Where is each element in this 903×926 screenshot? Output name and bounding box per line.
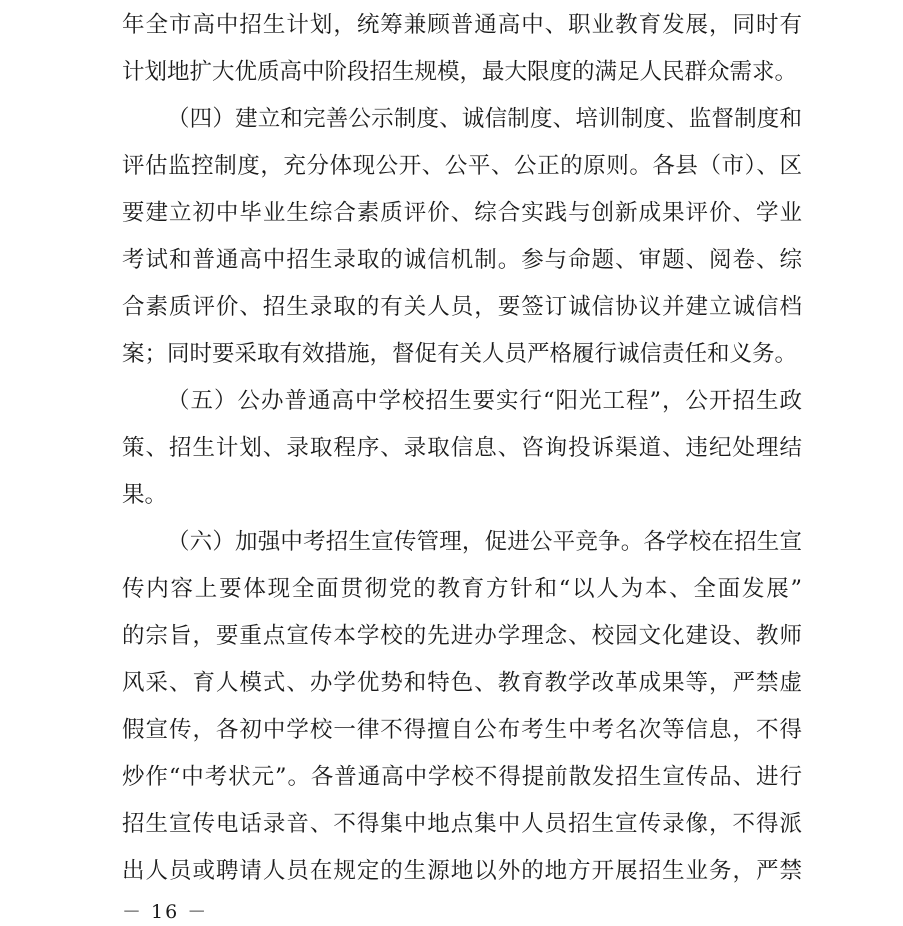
text-line: 传内容上要体现全面贯彻党的教育方针和“以人为本、全面发展” — [122, 576, 802, 602]
text-line: 案；同时要采取有效措施，督促有关人员严格履行诚信责任和义务。 — [122, 341, 798, 367]
text-line: 年全市高中招生计划，统筹兼顾普通高中、职业教育发展，同时有 — [122, 12, 802, 38]
text-line: （四）建立和完善公示制度、诚信制度、培训制度、监督制度和 — [167, 106, 802, 132]
body-text — [122, 2, 802, 895]
text-line: 果。 — [122, 482, 168, 508]
text-line: （六）加强中考招生宣传管理，促进公平竞争。各学校在招生宣 — [167, 529, 802, 555]
text-line: 策、招生计划、录取程序、录取信息、咨询投诉渠道、违纪处理结 — [122, 435, 802, 461]
text-line: 风采、育人模式、办学优势和特色、教育教学改革成果等，严禁虚 — [122, 670, 802, 696]
text-line: 考试和普通高中招生录取的诚信机制。参与命题、审题、阅卷、综 — [122, 247, 802, 273]
text-line: 评估监控制度，充分体现公开、公平、公正的原则。各县（市）、区 — [122, 153, 802, 179]
text-line: 出人员或聘请人员在规定的生源地以外的地方开展招生业务，严禁 — [122, 858, 802, 884]
text-line: 要建立初中毕业生综合素质评价、综合实践与创新成果评价、学业 — [122, 200, 802, 226]
text-line: 的宗旨，要重点宣传本学校的先进办学理念、校园文化建设、教师 — [122, 623, 802, 649]
text-line: 计划地扩大优质高中阶段招生规模，最大限度的满足人民群众需求。 — [122, 59, 798, 85]
text-line: 招生宣传电话录音、不得集中地点集中人员招生宣传录像，不得派 — [122, 811, 802, 837]
text-line: （五）公办普通高中学校招生要实行“阳光工程”，公开招生政 — [167, 388, 802, 414]
text-line: 炒作“中考状元”。各普通高中学校不得提前散发招生宣传品、进行 — [122, 764, 802, 790]
text-line: 假宣传，各初中学校一律不得擅自公布考生中考名次等信息，不得 — [122, 717, 802, 743]
page-number: － 16 － — [122, 901, 209, 923]
text-line: 合素质评价、招生录取的有关人员，要签订诚信协议并建立诚信档 — [122, 294, 802, 320]
